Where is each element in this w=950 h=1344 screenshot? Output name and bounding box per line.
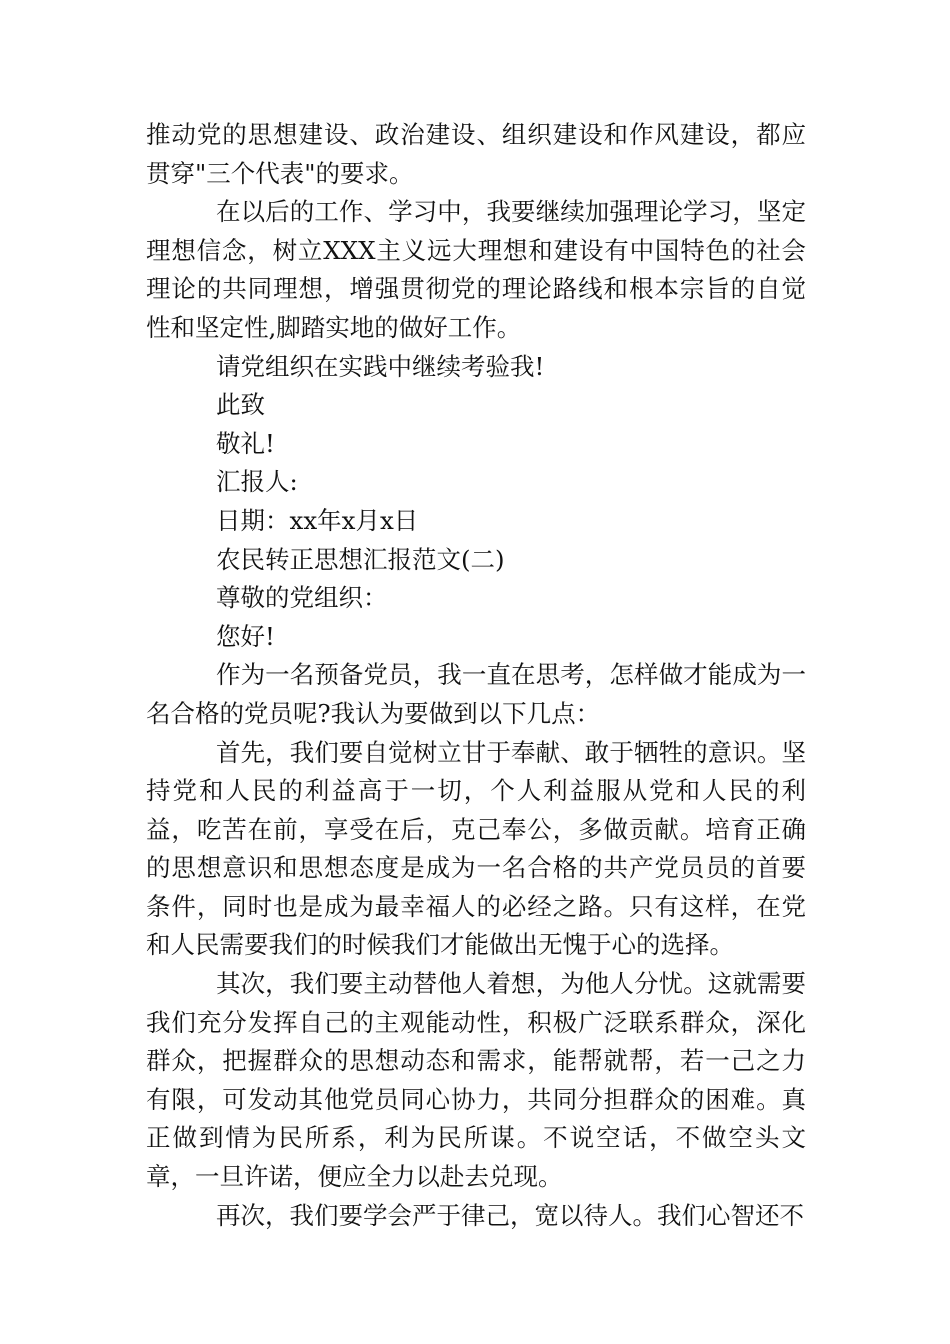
reporter-line: 汇报人: <box>216 467 298 497</box>
document-body <box>146 116 806 1235</box>
greeting: 您好! <box>216 621 275 651</box>
paragraph: 在以后的工作、学习中，我要继续加强理论学习，坚定理想信念，树立XXX主义远大理想和建设有中国特色的社会理论的共同理想，增强贯彻党的理论路线和根本宗旨的自觉性和坚定性,脚踏实地的做好工作。 <box>146 197 806 342</box>
paragraph: 作为一名预备党员，我一直在思考，怎样做才能成为一名合格的党员呢?我认为要做到以下几点： <box>146 660 806 728</box>
paragraph: 首先，我们要自觉树立甘于奉献、敢于牺牲的意识。坚持党和人民的利益高于一切，个人利益服从党和人民的利益，吃苦在前，享受在后，克己奉公，多做贡献。培育正确的思想意识和思想态度是成为一名合格的共产党员员的首要条件，同时也是成为最幸福人的必经之路。只有这样，在党和人民需要我们的时候我们才能做出无愧于心的选择。 <box>146 737 806 960</box>
paragraph: 推动党的思想建设、政治建设、组织建设和作风建设，都应贯穿"三个代表"的要求。 <box>146 120 806 188</box>
paragraph: 请党组织在实践中继续考验我! <box>216 351 545 381</box>
paragraph: 其次，我们要主动替他人着想，为他人分忧。这就需要我们充分发挥自己的主观能动性，积极广泛联系群众，深化群众，把握群众的思想动态和需求，能帮就帮，若一己之力有限，可发动其他党员同心协力，共同分担群众的困难。真正做到情为民所系，利为民所谋。不说空话，不做空头文章，一旦许诺，便应全力以赴去兑现。 <box>146 969 806 1192</box>
date-line: 日期：xx年x月x日 <box>216 505 419 535</box>
greeting: 尊敬的党组织： <box>216 583 388 613</box>
section-title: 农民转正思想汇报范文(二) <box>216 544 505 574</box>
closing-salutation: 敬礼! <box>216 428 275 458</box>
paragraph: 再次，我们要学会严于律己，宽以待人。我们心智还不 <box>216 1200 804 1230</box>
closing-salutation: 此致 <box>216 390 265 420</box>
